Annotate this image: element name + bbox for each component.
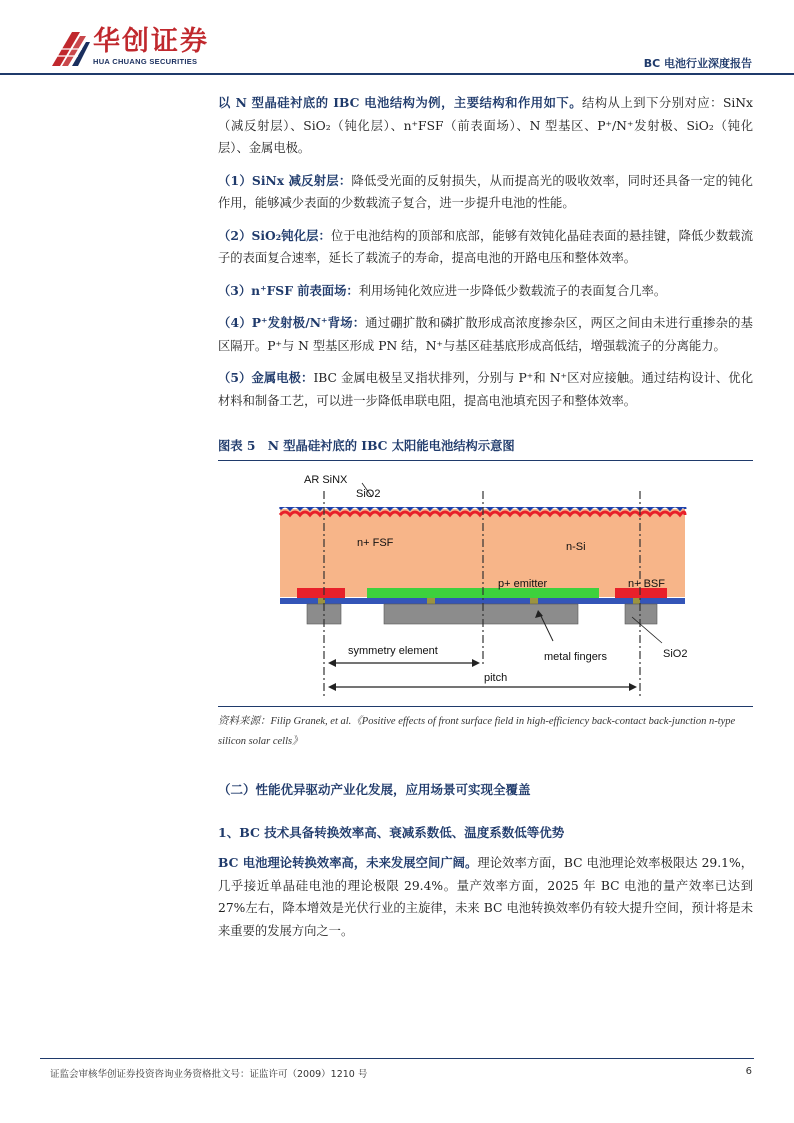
item-text: 通过硼扩散和磷扩散形成高浓度掺杂区，两区之间由未进行重掺杂的基区隔开。P⁺与 N 型基区形成 PN 结，N⁺与基区硅基底形成高低结，增强载流子的分离能力。	[218, 316, 753, 353]
intro-content	[218, 92, 753, 422]
item-label: （2）SiO₂钝化层：	[218, 227, 331, 243]
company-logo-icon	[50, 28, 90, 68]
figure-source: 资料来源：Filip Granek, et al.《Positive effects of front surface field in high-efficiency back-contact back-junction n-type silicon solar cells》	[218, 716, 736, 747]
metal-finger	[384, 604, 578, 624]
item-paragraph	[218, 225, 753, 270]
section-text: 理论效率方面，BC 电池理论效率极限达 29.1%，几乎接近单晶硅电池的理论极限 29.4%。量产效率方面，2025 年 BC 电池的量产效率已达到 27%左右，降本增效是光伏行业的主旋律，未来 BC 电池转换效率仍有较大提升空间，预计将是未来重要的发展方向之一。	[218, 856, 753, 938]
item-paragraph	[218, 280, 753, 303]
report-title: BC 电池行业深度报告	[643, 57, 752, 70]
figure-title: 图表 5 N 型晶硅衬底的 IBC 太阳能电池结构示意图	[218, 436, 753, 461]
item-label: （3）n⁺FSF 前表面场：	[218, 282, 359, 298]
footer-license: 证监会审核华创证券投资咨询业务资格批文号：证监许可（2009）1210 号	[50, 1069, 368, 1080]
item-paragraph	[218, 170, 753, 215]
logo-english-name: HUA CHUANG SECURITIES	[93, 57, 198, 66]
label-pitch: pitch	[484, 672, 508, 684]
item-label: （1）SiNx 减反射层：	[218, 172, 352, 188]
page-number: 6	[745, 1066, 752, 1077]
item-text: 利用场钝化效应进一步降低少数载流子的表面复合几率。	[358, 283, 667, 298]
section-paragraph	[218, 852, 753, 942]
item-text: 降低受光面的反射损失，从而提高光的吸收效率，同时还具备一定的钝化作用，能够减少表面的少数载流子复合，进一步提升电池的性能。	[218, 173, 753, 210]
item-label: （4）P⁺发射极/N⁺背场：	[218, 315, 366, 330]
label-sio2-top: SiO2	[356, 488, 381, 500]
intro-lead: 以 N 型晶硅衬底的 IBC 电池结构为例，主要结构和作用如下。	[218, 95, 583, 110]
footer-divider	[40, 1058, 754, 1059]
item-text: IBC 金属电极呈叉指状排列，分别与 P⁺和 N⁺区对应接触。通过结构设计、优化材料和制备工艺，可以进一步降低串联电阻，提高电池填充因子和整体效率。	[218, 371, 753, 408]
intro-text: 结构从上到下分别对应：SiNx（减反射层）、SiO₂（钝化层）、n⁺FSF（前表面场）、N 型基区、P⁺/N⁺发射极、SiO₂（钝化层）、金属电极。	[218, 96, 753, 155]
label-n-fsf: n+ FSF	[357, 537, 394, 549]
label-n-si: n-Si	[566, 541, 586, 553]
sub-heading: 1、BC 技术具备转换效率高、衰减系数低、温度系数低等优势	[218, 825, 565, 840]
page-header	[0, 0, 794, 78]
label-p-emitter: p+ emitter	[498, 578, 548, 590]
logo-chinese-name: 华创证券	[93, 26, 209, 57]
metal-finger	[625, 604, 657, 624]
item-text: 位于电池结构的顶部和底部，能够有效钝化晶硅表面的悬挂键，降低少数载流子的表面复合速率，延长了载流子的寿命，提高电池的开路电压和整体效率。	[218, 228, 753, 265]
section-lead: BC 电池理论转换效率高，未来发展空间广阔。	[218, 855, 478, 870]
item-paragraph	[218, 367, 753, 412]
section-body	[218, 852, 753, 952]
ibc-structure-diagram	[270, 465, 700, 705]
figure-bottom-rule	[218, 706, 753, 707]
label-sio2-bottom: SiO2	[663, 648, 688, 660]
label-symmetry: symmetry element	[348, 645, 438, 657]
n-bsf-region-left	[297, 588, 345, 598]
section-heading: （二）性能优异驱动产业化发展，应用场景可实现全覆盖	[218, 782, 531, 797]
item-label: （5）金属电极：	[218, 370, 314, 385]
label-n-bsf: n+ BSF	[628, 578, 665, 590]
intro-paragraph	[218, 92, 753, 160]
item-paragraph	[218, 312, 753, 357]
label-ar-sinx: AR SiNX	[304, 474, 348, 486]
label-metal-fingers: metal fingers	[544, 651, 607, 663]
header-divider	[0, 73, 794, 75]
